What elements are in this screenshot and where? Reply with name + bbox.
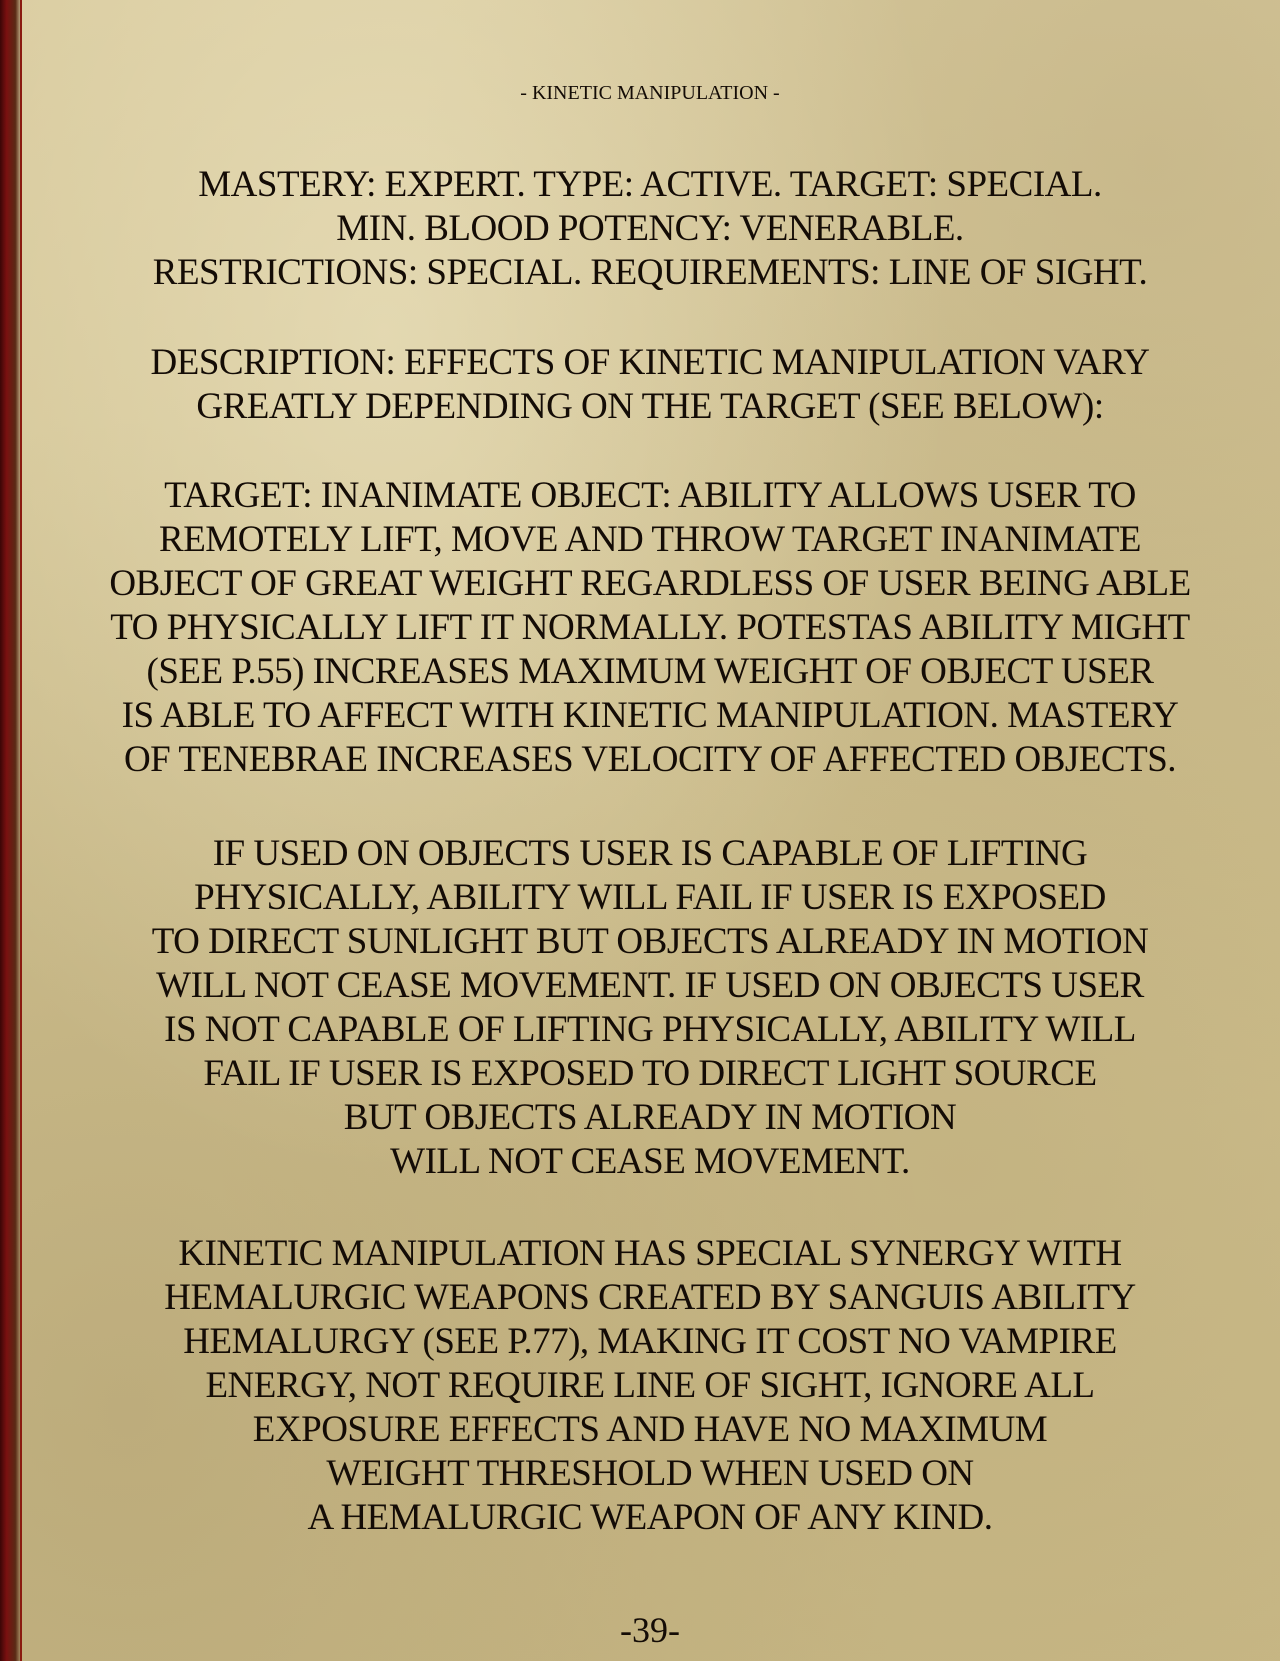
sunlight-line: PHYSICALLY, ABILITY WILL FAIL IF USER IS EXPOSED: [194, 877, 1106, 918]
synergy-line: EXPOSURE EFFECTS AND HAVE NO MAXIMUM: [252, 1409, 1048, 1450]
target-line: OBJECT OF GREAT WEIGHT REGARDLESS OF USER BEING ABLE: [109, 563, 1191, 604]
meta-line: RESTRICTIONS: SPECIAL. REQUIREMENTS: LINE OF SIGHT.: [152, 252, 1148, 293]
synergy-line: WEIGHT THRESHOLD WHEN USED ON: [326, 1453, 974, 1494]
target-line: TO PHYSICALLY LIFT IT NORMALLY. POTESTAS ABILITY MIGHT: [110, 607, 1190, 648]
sunlight-line: BUT OBJECTS ALREADY IN MOTION: [343, 1097, 957, 1138]
target-line: TARGET: INANIMATE OBJECT: ABILITY ALLOWS USER TO: [164, 475, 1136, 516]
sunlight-line: FAIL IF USER IS EXPOSED TO DIRECT LIGHT SOURCE: [203, 1053, 1097, 1094]
sunlight-line: IS NOT CAPABLE OF LIFTING PHYSICALLY, ABILITY WILL: [164, 1009, 1136, 1050]
synergy-line: HEMALURGY (SEE P.77), MAKING IT COST NO VAMPIRE: [183, 1321, 1117, 1362]
page-left-border: [0, 0, 22, 1661]
sunlight-line: WILL NOT CEASE MOVEMENT. IF USED ON OBJECTS USER: [156, 965, 1144, 1006]
target-line: (SEE P.55) INCREASES MAXIMUM WEIGHT OF OBJECT USER: [146, 651, 1154, 692]
page-title: - KINETIC MANIPULATION -: [520, 82, 780, 104]
target-line: REMOTELY LIFT, MOVE AND THROW TARGET INANIMATE: [159, 519, 1141, 560]
synergy-line: HEMALURGIC WEAPONS CREATED BY SANGUIS ABILITY: [164, 1277, 1136, 1318]
target-line: IS ABLE TO AFFECT WITH KINETIC MANIPULATION. MASTERY: [121, 695, 1179, 736]
synergy-line: A HEMALURGIC WEAPON OF ANY KIND.: [307, 1497, 993, 1538]
description-line: GREATLY DEPENDING ON THE TARGET (SEE BELOW):: [196, 386, 1104, 427]
description-block: [40, 341, 1260, 429]
target-line: OF TENEBRAE INCREASES VELOCITY OF AFFECTED OBJECTS.: [123, 739, 1177, 780]
ability-meta-block: [40, 163, 1260, 295]
meta-line: MASTERY: EXPERT. TYPE: ACTIVE. TARGET: SPECIAL.: [198, 164, 1102, 205]
sunlight-line: IF USED ON OBJECTS USER IS CAPABLE OF LIFTING: [212, 833, 1088, 874]
meta-line: MIN. BLOOD POTENCY: VENERABLE.: [336, 208, 964, 249]
synergy-line: ENERGY, NOT REQUIRE LINE OF SIGHT, IGNORE ALL: [205, 1365, 1095, 1406]
sunlight-paragraph: [40, 832, 1260, 1184]
target-paragraph: [40, 474, 1260, 782]
page-left-border-line: [20, 0, 22, 1661]
description-line: DESCRIPTION: EFFECTS OF KINETIC MANIPULATION VARY: [150, 342, 1150, 383]
synergy-paragraph: [40, 1232, 1260, 1540]
page-number: -39-: [620, 1610, 680, 1650]
sunlight-line: WILL NOT CEASE MOVEMENT.: [390, 1141, 910, 1182]
sunlight-line: TO DIRECT SUNLIGHT BUT OBJECTS ALREADY IN MOTION: [151, 921, 1149, 962]
page-content: [40, 0, 1260, 1661]
synergy-line: KINETIC MANIPULATION HAS SPECIAL SYNERGY WITH: [178, 1233, 1122, 1274]
